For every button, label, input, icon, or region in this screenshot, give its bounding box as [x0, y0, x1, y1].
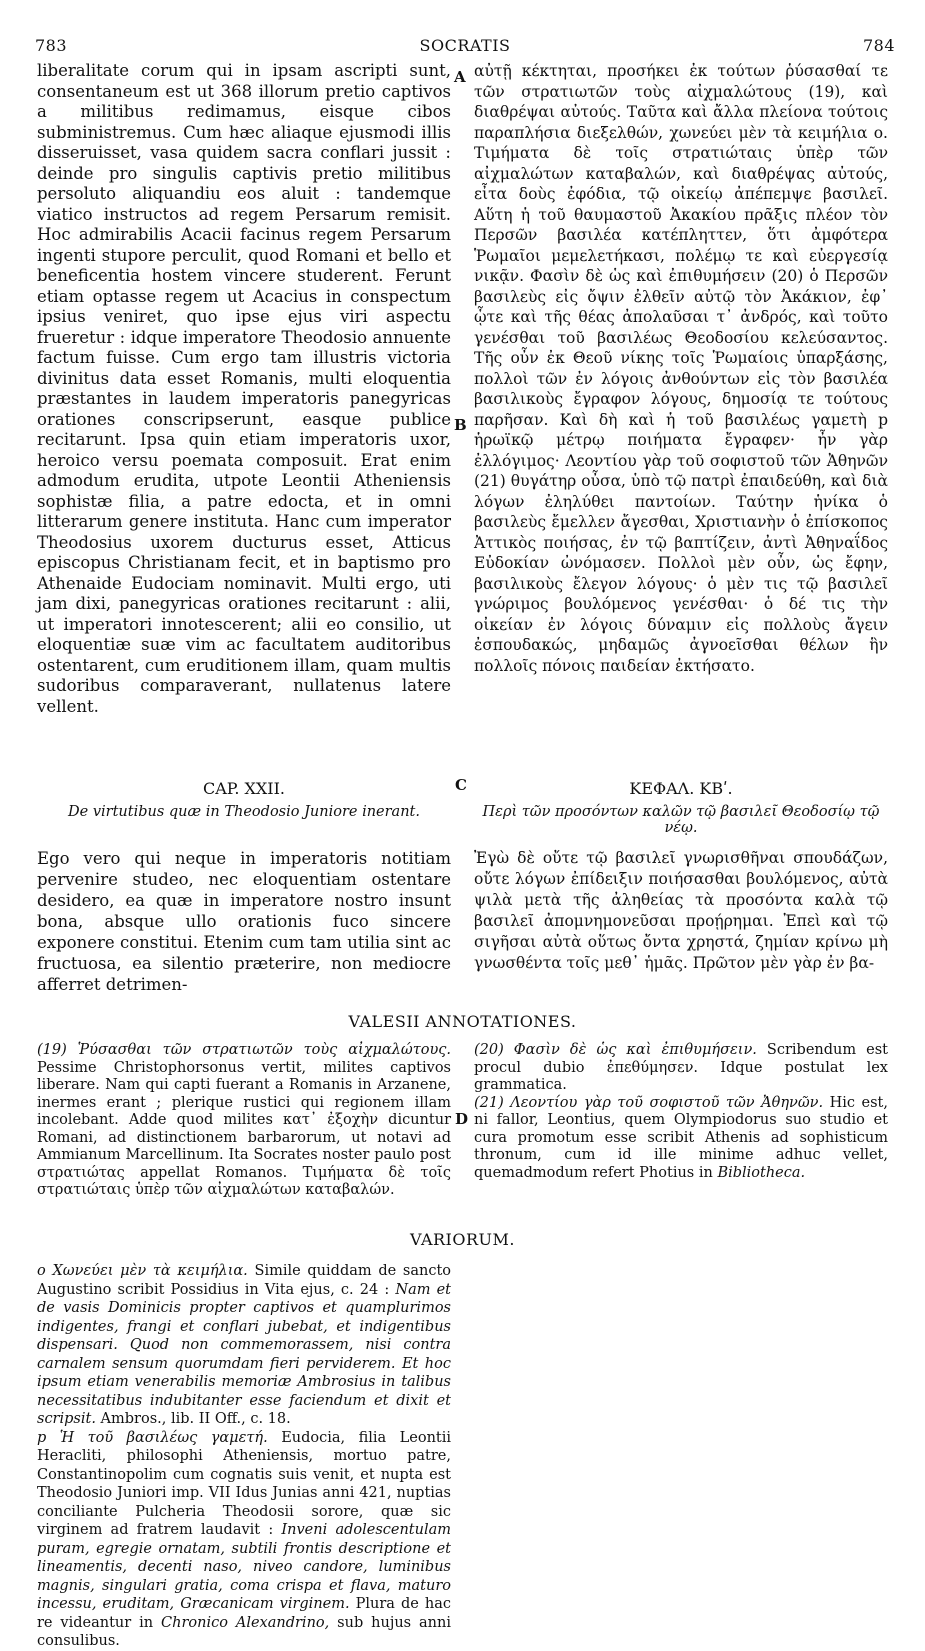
note-p-text: Eudocia, filia Leontii Heracliti, philosophi Atheniensis, mortuo patre, Constantinopolim cum cognatis suis venit, et nupta est Theodosio Juniori imp. VII Idus Junias anni 421, nuptias conciliante Pulcheria Theodosii sorore, quæ sic virginem ad fratrem laudavit : — [37, 1429, 452, 1538]
margin-marker-b: B — [454, 416, 467, 434]
note-o-ref: Ambros., lib. II Off., c. 18. — [95, 1411, 291, 1427]
note-p-text2: Plura de hac re videantur in — [37, 1596, 451, 1631]
page-number-right: 784 — [862, 36, 895, 55]
margin-marker-d: D — [455, 1110, 469, 1128]
variorum-title: VARIORUM. — [409, 1230, 515, 1249]
greek-column — [474, 61, 888, 676]
note-p-lemma: p Ἡ τοῦ βασιλέως γαμετή. — [37, 1429, 268, 1446]
margin-marker-c: C — [455, 776, 467, 794]
greek-chapter-subtitle: Περὶ τῶν προσόντων καλῶν τῷ βασιλεῖ Θεοδοσίῳ τῷ νέῳ. — [482, 804, 880, 836]
greek-chapter-text: Ἐγὼ δὲ οὔτε τῷ βασιλεῖ γνωρισθῆναι σπουδάζων, οὔτε λόγων ἐπίδειξιν ποιήσασθαι βουλόμενος, αὐτὰ ψιλὰ μετὰ τῆς ἀληθείας τὰ προσόντα καλὰ τῷ βασιλεῖ ἀπομνημονεῦσαι προῄρημαι. Ἐπεὶ καὶ τῷ σιγῆσαι αὐτὰ οὕτως ὄντα χρηστά, ζημίαν κρίνω μὴ γνωσθέντα τοῖς μεθ᾽ ἡμᾶς. Πρῶτον μὲν γὰρ ἐν βα- — [474, 849, 888, 972]
latin-chapter-subtitle: De virtutibus quæ in Theodosio Juniore inerant. — [68, 804, 420, 820]
latin-paragraph: liberalitate corum qui in ipsam ascripti sunt, consentaneum est ut 368 illorum pretio captivos a militibus redimamus, eisque cibos subministremus. Cum hæc aliaque ejusmodi illis disseruisset, vasa quidem sacra conflari jussit : deinde pro singulis captivis pretio militibus persoluto aliquandiu eos aluit : tandemque viatico instructos ad regem Persarum remisit. Hoc admirabilis Acacii facinus regem Persarum ingenti stupore perculit, quod Romani et bello et beneficentia hostem vincere studerent. Ferunt etiam optasse regem ut Acacius in conspectum ipsius veniret, quo ipse ejus viri aspectu frueretur : idque imperatore Theodosio annuente factum fuisse. Cum ergo tam illustris victoria divinitus data esset Romanis, multi eloquentia præstantes in laudem imperatoris panegyricas orationes conscripserunt, easque publice recitarunt. Ipsa quin etiam imperatoris uxor, heroico versu poemata composuit. Erat enim admodum erudita, utpote Leontii Atheniensis sophistæ filia, a patre edocta, et in omni litterarum genere instituta. Hanc cum imperator Theodosius uxorem ducturus esset, Atticus episcopus Christianam fecit, et in baptismo pro Athenaide Eudociam nominavit. Multi ergo, uti jam dixi, panegyricas orationes recitarunt : alii, ut imperatori innotescerent; alii eo consilio, ut eloquentiæ suæ vim ac facultatem auditoribus ostentarent, cum eruditionem illam, quam multis sudoribus comparaverant, nullatenus latere vellent. — [37, 61, 451, 716]
note-21-text: Hic est, ni fallor, Leontius, quem Olympiodorus suo studio et cura promotum esse scribit Athenis ad sophisticum thronum, cum id ille minime adhuc vellet, quemadmodum refert Photius in — [474, 1094, 888, 1181]
note-19 — [37, 1042, 451, 1200]
note-19-lemma: (19) Ῥύσασθαι τῶν στρατιωτῶν τοὺς αἰχμαλώτους. — [37, 1042, 451, 1058]
note-21-italic: Bibliotheca. — [717, 1164, 806, 1181]
note-p-text3: sub hujus anni consulibus. — [37, 1614, 451, 1649]
note-21-lemma: (21) Λεοντίου γὰρ τοῦ σοφιστοῦ τῶν Ἀθηνῶν. — [474, 1094, 824, 1111]
note-21 — [474, 1095, 888, 1183]
variorum-left — [37, 1262, 451, 1651]
note-p-chronicon: Chronico Alexandrino, — [161, 1614, 330, 1631]
greek-paragraph: αὐτῇ κέκτηται, προσήκει ἐκ τούτων ῥύσασθαί τε τῶν στρατιωτῶν τοὺς αἰχμαλώτους (19), καὶ διαθρέψαι αὐτούς. Ταῦτα καὶ ἄλλα πλείονα τούτοις παραπλήσια διεξελθών, χωνεύει μὲν τὰ κειμήλια ο. Τιμήματα δὲ τοῖς στρατιώταις ὑπὲρ τῶν αἰχμαλώτων καταβαλών, καὶ διαθρέψας αὐτούς, εἶτα δοὺς ἐφόδια, τῷ οἰκείῳ ἀπέπεμψε βασιλεῖ. Αὕτη ἡ τοῦ θαυμαστοῦ Ἀκακίου πρᾶξις πλέον τὸν Περσῶν βασιλέα κατέπληττεν, ὅτι ἀμφότερα Ῥωμαῖοι μεμελετήκασι, πολέμῳ τε καὶ εὐεργεσίᾳ νικᾷν. Φασὶν δὲ ὡς καὶ ἐπιθυμήσειν (20) ὁ Περσῶν βασιλεὺς εἰς ὄψιν ἐλθεῖν αὐτῷ τὸν Ἀκάκιον, ἐφ᾽ ᾧτε καὶ τῆς θέας ἀπολαῦσαι τ᾽ ἀνδρός, καὶ τοῦτο γενέσθαι τοῦ βασιλέως Θεοδοσίου κελεύσαντος. Τῆς οὖν ἐκ Θεοῦ νίκης τοῖς Ῥωμαίοις ὑπαρξάσης, πολλοὶ τῶν ἐν λόγοις ἀνθούντων εἰς τὸν βασιλέα βασιλικοὺς ἔγραφον λόγους, δημοσίᾳ τε τούτους παρῆσαν. Καὶ δὴ καὶ ἡ τοῦ βασιλέως γαμετὴ p ἡρωϊκῷ μέτρῳ ποιήματα ἔγραφεν· ἦν γὰρ ἐλλόγιμος· Λεοντίου γὰρ τοῦ σοφιστοῦ τῶν Ἀθηνῶν (21) θυγάτηρ οὖσα, ὑπὸ τῷ πατρὶ ἐπαιδεύθη, καὶ διὰ λόγων ἐληλύθει παντοίων. Ταύτην ἡνίκα ὁ βασιλεὺς ἔμελλεν ἄγεσθαι, Χριστιανὴν ὁ ἐπίσκοπος Ἀττικὸς ποιήσας, ἐν τῷ βαπτίζειν, ἀντὶ Ἀθηναΐδος Εὐδοκίαν ὠνόμασεν. Πολλοὶ μὲν οὖν, ὡς ἔφην, βασιλικοὺς ἔλεγον λόγους· ὁ μὲν τις τῷ βασιλεῖ γνώριμος βουλόμενος γενέσθαι· ὁ δέ τις τὴν οἰκείαν ἐν λόγοις δύναμιν εἰς πολλοὺς ἄγειν ἐσπουδακώς, μηδαμῶς ἀγνοεῖσθαι θέλων ἣν πολλοῖς πόνοις παιδείαν ἐκτήσατο. — [474, 62, 888, 675]
note-o-lemma: o Χωνεύει μὲν τὰ κειμήλια. — [37, 1263, 248, 1279]
note-20 — [474, 1042, 888, 1095]
note-o-text: Simile quiddam de sancto Augustino scribit Possidius in Vita ejus, c. 24 : — [37, 1263, 452, 1298]
running-title: SOCRATIS — [419, 36, 511, 55]
note-20-lemma: (20) Φασὶν δὲ ὡς καὶ ἐπιθυμήσειν. — [474, 1042, 757, 1058]
latin-column — [37, 61, 451, 717]
note-p-quote: Inveni adolescentulam puram, egregie ornatam, subtili frontis descriptione et lineamentis, decenti naso, niveo candore, luminibus magnis, singulari gratia, coma crispa et flava, maturo incessu, eruditam, Græcanicam virginem. — [37, 1522, 451, 1612]
page-number-left: 783 — [35, 36, 68, 55]
variorum-note-o — [37, 1262, 451, 1429]
margin-marker-a: A — [454, 68, 466, 86]
page-header — [35, 36, 895, 60]
latin-chapter-title: CAP. XXII. — [203, 779, 285, 798]
note-19-text: Pessime Christophorsonus vertit, milites captivos liberare. Nam qui capti fuerant a Romanis in Arzanene, inermes erant ; plerique rustici qui regionem illam incolebant. Adde quod milites κατ᾽ ἐξοχὴν dicuntur Romani, ad distinctionem barbarorum, ut notavi ad Ammianum Marcellinum. Ita Socrates noster paulo post στρατιώτας appellat Romanos. Τιμήματα δὲ τοῖς στρατιώταις ὑπὲρ τῶν αἰχμαλώτων καταβαλών. — [37, 1059, 451, 1198]
greek-chapter-title: ΚΕΦΑΛ. ΚΒʹ. — [629, 779, 733, 798]
valesii-title: VALESII ANNOTATIONES. — [348, 1012, 577, 1031]
notes-20-21 — [474, 1042, 888, 1182]
note-o-quote: Nam et de vasis Dominicis propter captivos et quamplurimos indigentes, frangi et conflari jubebat, et indigentibus dispensari. Quod non commemorassem, nisi contra carnalem sensum quorumdam fieri perviderem. Et hoc ipsum etiam venerabilis memoriæ Ambrosius in talibus necessitatibus indubitanter esse faciendum et dixit et scripsit. — [37, 1281, 451, 1427]
latin-chapter-text: Ego vero qui neque in imperatoris notitiam pervenire studeo, nec eloquentiam ostentare desidero, ea quæ in imperatore nostro insunt bona, absque ullo orationis fuco sincere exponere constitui. Etenim cum tam utilia sint ac fructuosa, ea silentio præterire, non mediocre afferret detrimen- — [37, 849, 451, 994]
note-20-text: Scribendum est procul dubio ἐπεθύμησεν. Idque postulat lex grammatica. — [474, 1042, 888, 1093]
